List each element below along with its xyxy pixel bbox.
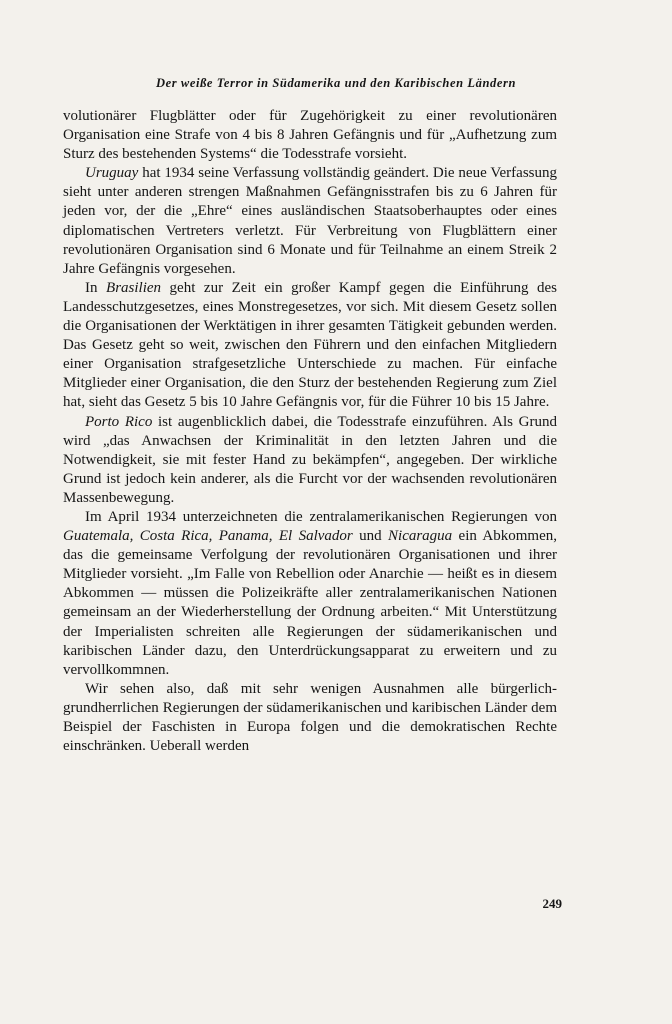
text-run: In (85, 279, 107, 296)
text-run: hat 1934 seine Verfassung vollständig geändert. Die neue Verfassung sieht unter anderen strengen Maßnahmen Gefängnisstrafen bis zu 6 Jahren für jeden vor, der die „Ehre“ eines ausländischen Staatsoberhauptes oder eines diplomatischen Vertreters verletzt. Für Verbreitung von Flugblättern einer revolutionären Organisation sind 6 Monate und für Teilnahme an einem Streik 2 Jahre Gefängnis vorgesehen. (63, 165, 557, 277)
text-run: Wir sehen also, daß mit sehr wenigen Ausnahmen alle bürgerlich-grundherrlichen Regierungen der südamerikanischen und karibischen Länder dem Beispiel der Faschisten in Europa folgen und die demokratischen Rechte einschränken. Ueberall werden (63, 680, 557, 755)
paragraph (63, 508, 557, 680)
text-run: geht zur Zeit ein großer Kampf gegen die Einführung des Landesschutzgesetzes, eines Monstregesetzes, vor sich. Mit diesem Gesetz sollen die Organisationen der Werktätigen in ihrer gesamten Tätigkeit gebunden werden. Das Gesetz geht so weit, zwischen den Führern und den einfachen Mitgliedern einer Organisation strafgesetzliche Unterschiede zu machen. Für einfache Mitglieder einer Organisation, die den Sturz der bestehenden Regierung zum Ziel hat, sieht das Gesetz 5 bis 10 Jahre Gefängnis vor, für die Führer 10 bis 15 Jahre. (63, 279, 558, 411)
emphasis-text: Guatemala, Costa Rica, Panama, El Salvador (63, 528, 353, 545)
emphasis-text: Nicaragua (388, 528, 453, 545)
text-run: ist augenblicklich dabei, die Todesstrafe einzuführen. Als Grund wird „das Anwachsen der Kriminalität in den letzten Jahren und die Notwendigkeit, sie mit fester Hand zu bekämpfen“, angegeben. Der wirkliche Grund ist jedoch kein anderer, als die Furcht vor der wachsenden revolutionären Massenbewegung. (63, 413, 558, 506)
emphasis-text: Brasilien (106, 279, 162, 296)
emphasis-text: Uruguay (85, 165, 139, 182)
text-run: ein Abkommen, das die gemeinsame Verfolgung der revolutionären Organisationen und ihrer Mitglieder vorsieht. „Im Falle von Rebellion oder Anarchie — heißt es in diesem Abkommen — müssen die Polizeikräfte aller zentralamerikanischen Nationen gemeinsam an der Wiederherstellung der Ordnung arbeiten.“ Mit Unterstützung der Imperialisten schreiten alle Regierungen der südamerikanischen und karibischen Länder dazu, den Unterdrückungsapparat zu erweitern und zu vervollkommnen. (63, 528, 558, 678)
paragraph (63, 413, 557, 508)
paragraph (63, 107, 557, 164)
text-run: volutionärer Flugblätter oder für Zugehörigkeit zu einer revolutionären Organisation eine Strafe von 4 bis 8 Jahren Gefängnis und für „Aufhetzung zum Sturz des bestehenden Systems“ die Todesstrafe vorsieht. (63, 108, 557, 163)
paragraph (63, 279, 557, 413)
body-text (63, 107, 557, 756)
running-header: Der weiße Terror in Südamerika und den Karibischen Ländern (155, 76, 517, 90)
page-number: 249 (542, 896, 562, 911)
paragraph (63, 680, 557, 756)
text-run: und (352, 528, 389, 545)
paragraph (63, 164, 557, 279)
text-run: Im April 1934 unterzeichneten die zentralamerikanischen Regierungen von (85, 508, 557, 525)
emphasis-text: Porto Rico (85, 413, 153, 430)
